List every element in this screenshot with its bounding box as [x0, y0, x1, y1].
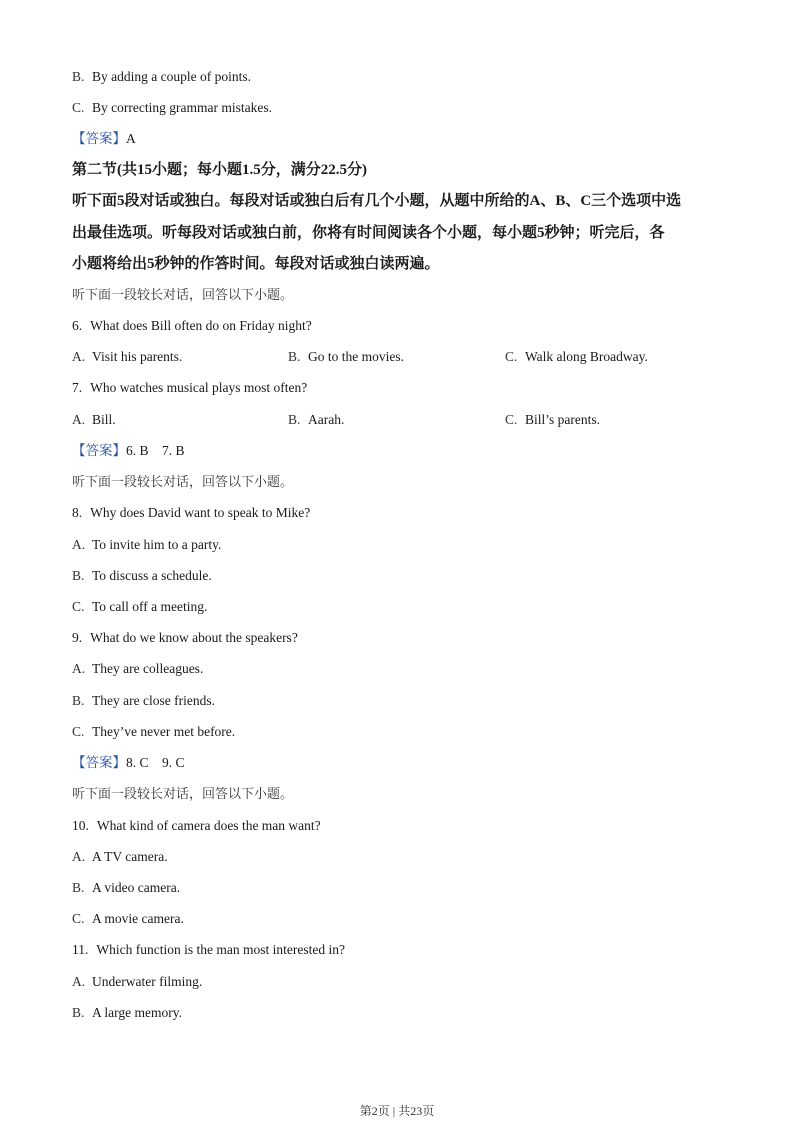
option-letter: B.	[288, 412, 301, 427]
option-text: To discuss a schedule.	[92, 568, 212, 583]
question-text: Who watches musical plays most often?	[90, 380, 308, 395]
answer-value: 6. B 7. B	[126, 443, 185, 458]
option-b	[72, 68, 251, 86]
option-c	[505, 411, 600, 429]
question-11	[72, 941, 345, 959]
option-letter: A.	[72, 349, 86, 364]
option-text: By adding a couple of points.	[92, 69, 251, 84]
option-text: A video camera.	[92, 880, 181, 895]
question-6	[72, 317, 312, 335]
answer-line	[72, 130, 136, 148]
option-text: To call off a meeting.	[92, 599, 208, 614]
option-letter: B.	[288, 349, 301, 364]
option-letter: A.	[72, 974, 86, 989]
question-number: 10.	[72, 818, 89, 833]
option-text: Underwater filming.	[92, 974, 203, 989]
section-heading: 第二节(共15小题；每小题1.5分，满分22.5分)	[72, 162, 367, 178]
option-text: They are colleagues.	[92, 661, 204, 676]
answer-value: A	[126, 131, 136, 146]
option-text: A large memory.	[92, 1005, 182, 1020]
question-text: Why does David want to speak to Mike?	[90, 505, 311, 520]
answer-value: 8. C 9. C	[126, 755, 185, 770]
option-b	[72, 567, 212, 585]
option-b	[72, 692, 215, 710]
option-letter: A.	[72, 537, 86, 552]
option-letter: C.	[72, 100, 85, 115]
option-letter: B.	[72, 1005, 85, 1020]
option-text: They’ve never met before.	[92, 724, 236, 739]
option-text: Walk along Broadway.	[525, 349, 648, 364]
option-letter: C.	[72, 911, 85, 926]
option-text: By correcting grammar mistakes.	[92, 100, 272, 115]
group-intro: 听下面一段较长对话，回答以下小题。	[72, 287, 294, 302]
group-intro: 听下面一段较长对话，回答以下小题。	[72, 786, 294, 801]
option-a	[72, 973, 202, 991]
option-text: A movie camera.	[92, 911, 184, 926]
option-text: Visit his parents.	[92, 349, 183, 364]
option-text: Aarah.	[308, 412, 345, 427]
option-b	[72, 1004, 182, 1022]
section-instruction-2: 出最佳选项。听每段对话或独白前，你将有时间阅读各个小题，每小题5秒钟；听完后，各	[72, 225, 665, 241]
option-b	[288, 348, 404, 366]
option-c	[505, 348, 648, 366]
page-footer: 第2页 | 共23页	[359, 1104, 435, 1118]
option-text: A TV camera.	[92, 849, 168, 864]
option-c	[72, 910, 184, 928]
question-7	[72, 379, 307, 397]
question-9	[72, 629, 298, 647]
question-text: What do we know about the speakers?	[90, 630, 298, 645]
option-letter: A.	[72, 661, 86, 676]
option-b	[288, 411, 344, 429]
question-8	[72, 504, 310, 522]
option-a	[72, 411, 116, 429]
question-text: Which function is the man most interested in?	[96, 942, 345, 957]
group-intro: 听下面一段较长对话，回答以下小题。	[72, 474, 294, 489]
option-a	[72, 660, 203, 678]
answer-tag: 【答案】	[72, 131, 126, 146]
option-letter: C.	[72, 599, 85, 614]
question-number: 7.	[72, 380, 83, 395]
option-a	[72, 848, 168, 866]
option-c	[72, 723, 235, 741]
option-c	[72, 598, 207, 616]
answer-tag: 【答案】	[72, 755, 126, 770]
option-a	[72, 348, 182, 366]
option-letter: B.	[72, 880, 85, 895]
option-text: To invite him to a party.	[92, 537, 222, 552]
option-text: Go to the movies.	[308, 349, 404, 364]
option-letter: C.	[505, 349, 518, 364]
question-text: What kind of camera does the man want?	[96, 818, 321, 833]
question-number: 9.	[72, 630, 83, 645]
option-letter: A.	[72, 412, 86, 427]
option-letter: B.	[72, 568, 85, 583]
section-instruction-3: 小题将给出5秒钟的作答时间。每段对话或独白读两遍。	[72, 256, 440, 272]
option-c	[72, 99, 272, 117]
answer-line	[72, 754, 185, 772]
option-b	[72, 879, 180, 897]
question-number: 6.	[72, 318, 83, 333]
question-10	[72, 817, 321, 835]
question-number: 8.	[72, 505, 83, 520]
option-letter: B.	[72, 69, 85, 84]
option-text: Bill’s parents.	[525, 412, 600, 427]
option-letter: C.	[505, 412, 518, 427]
question-number: 11.	[72, 942, 89, 957]
option-letter: C.	[72, 724, 85, 739]
answer-tag: 【答案】	[72, 443, 126, 458]
option-text: They are close friends.	[92, 693, 215, 708]
option-letter: B.	[72, 693, 85, 708]
section-instruction-1: 听下面5段对话或独白。每段对话或独白后有几个小题，从题中所给的A、B、C三个选项中选	[72, 193, 682, 209]
option-text: Bill.	[92, 412, 116, 427]
option-a	[72, 536, 221, 554]
question-text: What does Bill often do on Friday night?	[90, 318, 312, 333]
answer-line	[72, 442, 185, 460]
option-letter: A.	[72, 849, 86, 864]
